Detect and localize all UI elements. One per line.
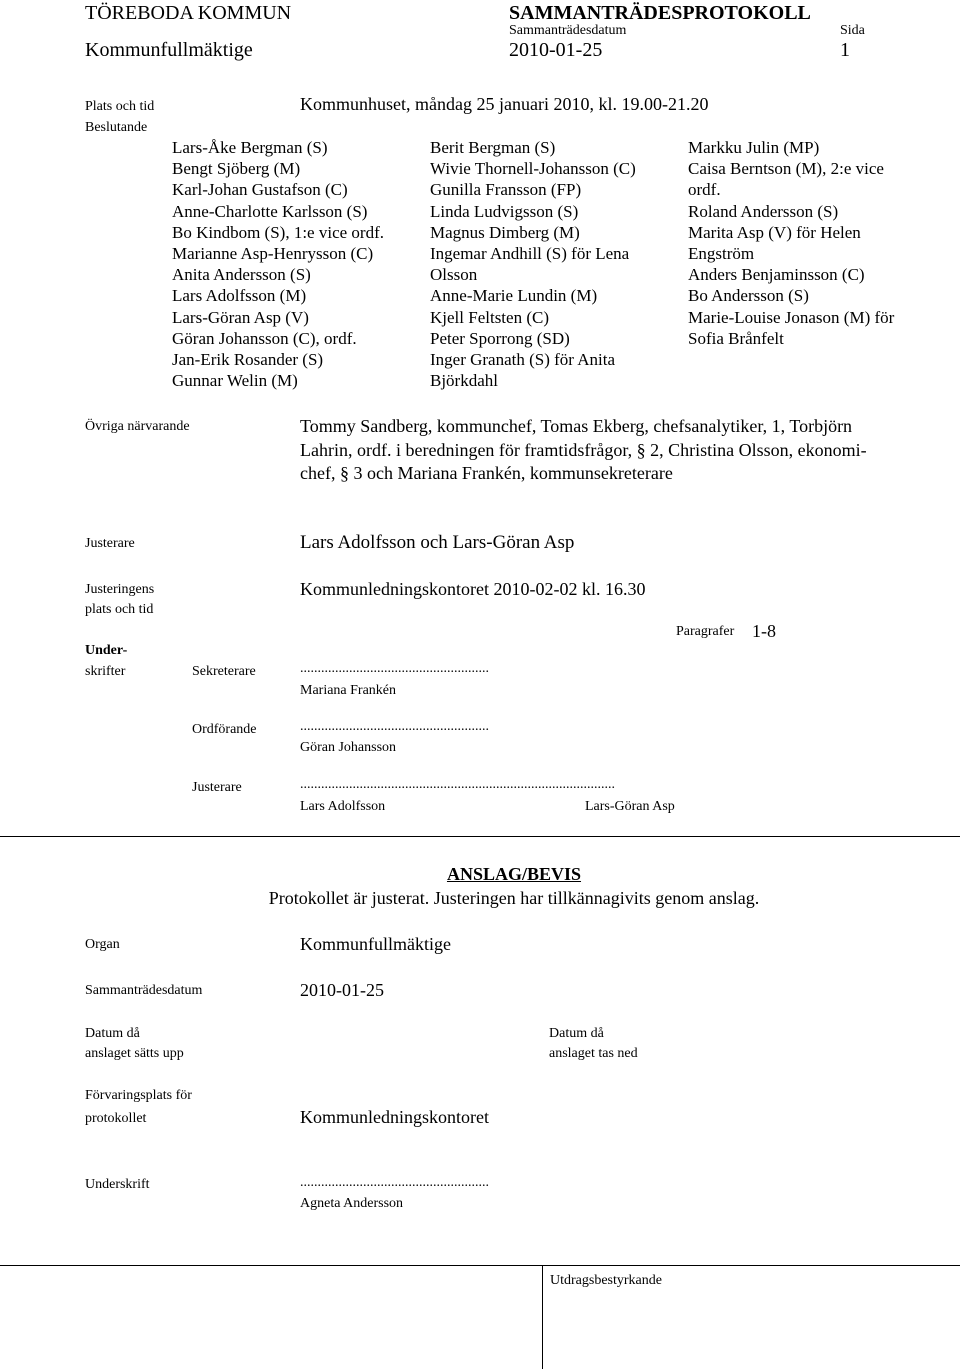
notice-date-label: Sammanträdesdatum [85,983,203,998]
others-line: Lahrin, ordf. i beredningen för framtidsfrågor, § 2, Christina Olsson, ekonomi- [300,439,867,460]
member-name: Bo Kindbom (S), 1:e vice ordf. [172,222,384,242]
decision-makers-label: Beslutande [85,120,148,135]
member-name: Göran Johansson (C), ordf. [172,328,357,348]
adjuster-name-1: Lars Adolfsson [300,799,386,814]
notice-subtitle: Protokollet är justerat. Justeringen har tillkännagivits genom anslag. [268,888,760,908]
decision-makers-col1 [172,137,384,391]
secretary-label: Sekreterare [192,664,256,679]
removed-date-label-2: anslaget tas ned [549,1046,638,1061]
secretary-name: Mariana Frankén [300,683,397,698]
member-name: Anders Benjaminsson (C) [688,265,865,285]
member-name: Olsson [430,265,478,285]
member-name: ordf. [688,180,721,200]
notice-signature-line: ...................................................... [300,1175,489,1190]
member-name: Inger Granath (S) för Anita [430,350,616,370]
extract-certification-label: Utdragsbestyrkande [550,1273,662,1288]
organ-value: Kommunfullmäktige [300,934,451,954]
member-name: Jan-Erik Rosander (S) [172,350,324,370]
member-name: Anita Andersson (S) [172,265,311,285]
storage-label-2: protokollet [85,1111,147,1126]
adjustment-label-1: Justeringens [85,582,155,597]
storage-label-1: Förvaringsplats för [85,1088,192,1103]
member-name: Marita Asp (V) för Helen [688,222,861,242]
place-time-value: Kommunhuset, måndag 25 januari 2010, kl. 19.00-21.20 [300,94,709,114]
member-name: Karl-Johan Gustafson (C) [172,180,348,200]
notice-signature-name: Agneta Andersson [300,1196,404,1211]
member-name: Markku Julin (MP) [688,138,820,157]
member-name: Björkdahl [430,371,498,391]
adjuster-name-2: Lars-Göran Asp [585,799,675,814]
chair-name: Göran Johansson [300,740,397,755]
adjustment-label-2: plats och tid [85,602,154,617]
municipality-name: TÖREBODA KOMMUN [85,2,292,24]
member-name: Ingemar Andhill (S) för Lena [430,244,630,264]
adjusters-value: Lars Adolfsson och Lars-Göran Asp [300,532,575,553]
place-time-label: Plats och tid [85,99,155,114]
storage-value: Kommunledningskontoret [300,1107,489,1127]
member-name: Lars-Göran Asp (V) [172,307,309,327]
paragraphs-value: 1-8 [752,621,776,641]
adjustment-value: Kommunledningskontoret 2010-02-02 kl. 16.30 [300,579,646,599]
signatures-label-1: Under- [85,643,128,658]
member-name: Gunilla Fransson (FP) [430,180,582,200]
footer-divider [0,1265,960,1266]
header-date: 2010-01-25 [509,39,603,61]
posted-date-label-1: Datum då [85,1026,140,1041]
footer-vertical-divider [542,1265,543,1369]
page-label: Sida [840,23,865,38]
others-present-text [300,415,867,486]
member-name: Gunnar Welin (M) [172,371,298,391]
member-name: Roland Andersson (S) [688,201,839,221]
member-name: Berit Bergman (S) [430,138,556,157]
signature-label: Underskrift [85,1177,150,1192]
chair-signature-line: ...................................................... [300,719,489,734]
signatures-label-2: skrifter [85,664,126,679]
secretary-signature-line: ...................................................... [300,661,489,676]
member-name: Magnus Dimberg (M) [430,222,580,242]
chair-label: Ordförande [192,722,257,737]
notice-title: ANSLAG/BEVIS [446,864,582,884]
member-name: Peter Sporrong (SD) [430,328,570,348]
member-name: Engström [688,244,755,264]
adjusters-label: Justerare [85,536,135,551]
decision-makers-col3 [688,137,894,349]
member-name: Linda Ludvigsson (S) [430,201,579,221]
meeting-date-label: Sammanträdesdatum [509,23,627,38]
page-number: 1 [840,39,850,61]
organ-label: Organ [85,937,120,952]
member-name: Marianne Asp-Henrysson (C) [172,244,374,264]
paragraphs-label: Paragrafer [676,624,735,639]
member-name: Marie-Louise Jonason (M) för [688,307,895,327]
member-name: Sofia Brånfelt [688,328,784,348]
member-name: Anne-Marie Lundin (M) [430,286,598,306]
member-name: Lars Adolfsson (M) [172,286,307,306]
member-name: Lars-Åke Bergman (S) [172,138,328,157]
document-type: SAMMANTRÄDESPROTOKOLL [509,2,811,24]
member-name: Caisa Berntson (M), 2:e vice [688,159,884,179]
adjuster-sign-label: Justerare [192,780,242,795]
removed-date-label-1: Datum då [549,1026,604,1041]
member-name: Bo Andersson (S) [688,286,809,306]
others-line: chef, § 3 och Mariana Frankén, kommunsekreterare [300,463,673,483]
section-divider [0,836,960,837]
notice-date-value: 2010-01-25 [300,980,384,1000]
adjuster-signature-line: .......................................................................................... [300,777,615,792]
member-name: Wivie Thornell-Johansson (C) [430,159,636,179]
member-name: Anne-Charlotte Karlsson (S) [172,201,368,221]
member-name: Bengt Sjöberg (M) [172,159,301,179]
decision-makers-col2 [430,137,636,391]
others-line: Tommy Sandberg, kommunchef, Tomas Ekberg, chefsanalytiker, 1, Torbjörn [300,416,853,436]
header-body: Kommunfullmäktige [85,39,253,61]
member-name: Kjell Feltsten (C) [430,307,549,327]
posted-date-label-2: anslaget sätts upp [85,1046,184,1061]
others-present-label: Övriga närvarande [85,419,190,434]
